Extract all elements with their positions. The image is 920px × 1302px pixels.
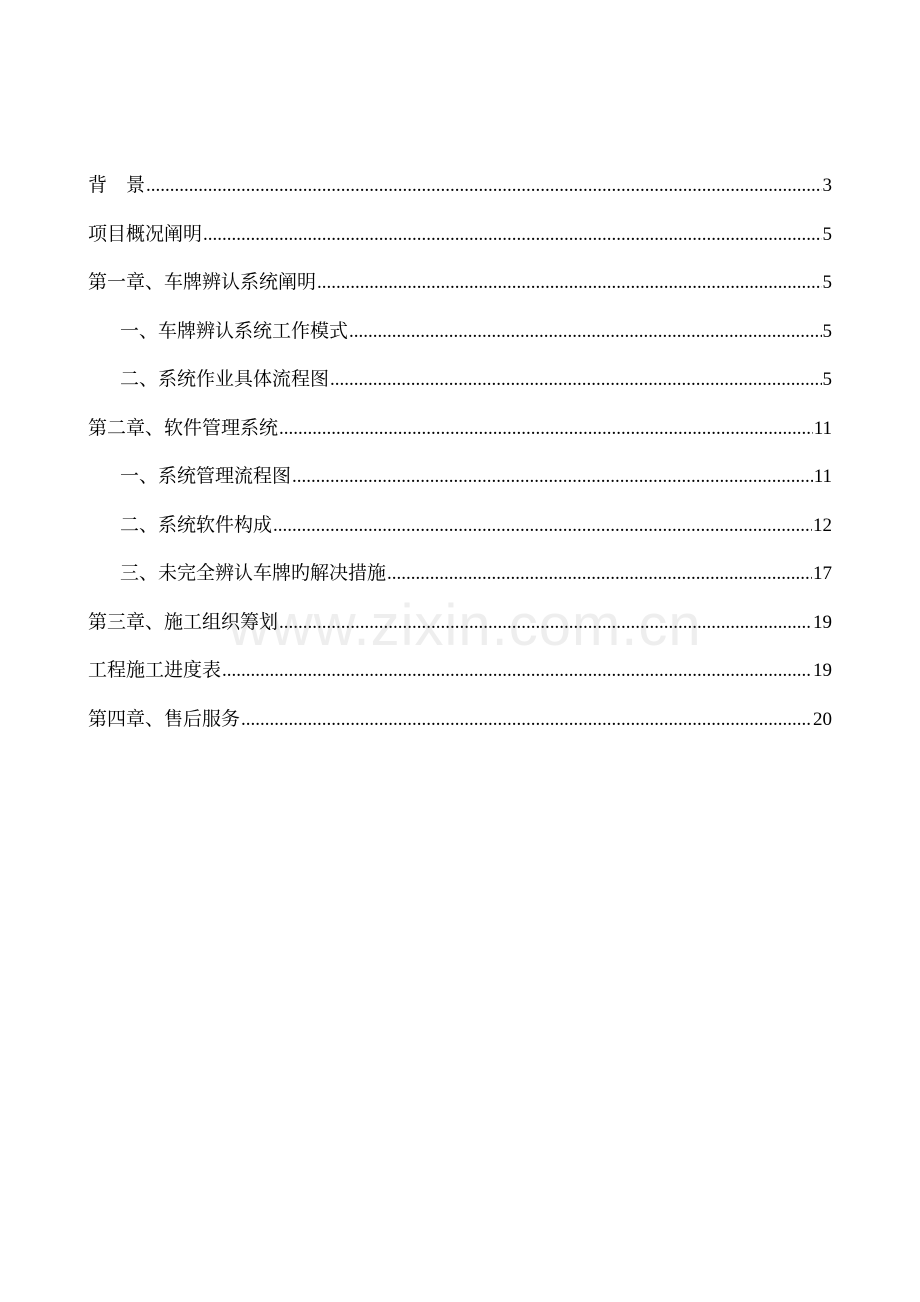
toc-entry-background[interactable]	[88, 166, 832, 215]
toc-entry-chapter-1-section-2[interactable]	[88, 360, 832, 409]
toc-dot-leader	[222, 652, 812, 690]
toc-section-number: 一、	[120, 465, 159, 487]
toc-dot-leader	[387, 555, 812, 593]
toc-entry-chapter-1-section-1[interactable]	[88, 312, 832, 361]
toc-entry-title: 工程施工进度表	[88, 659, 222, 681]
toc-dot-leader	[279, 604, 812, 642]
toc-entry-chapter-2-section-1[interactable]	[88, 457, 832, 506]
toc-entry-title: 第四章、售后服务	[88, 707, 241, 730]
toc-dot-leader	[241, 701, 812, 739]
toc-section-number: 二、	[120, 368, 159, 390]
toc-dot-leader	[349, 313, 821, 351]
toc-entry-title: 车牌辨认系统工作模式	[158, 319, 349, 342]
table-of-contents	[88, 166, 832, 748]
toc-entry-title: 第二章、软件管理系统	[88, 416, 279, 439]
toc-page-number: 5	[822, 369, 832, 390]
toc-page-number: 5	[822, 320, 832, 342]
toc-dot-leader	[279, 410, 813, 448]
watermark: www.zixin.com.cn	[228, 593, 702, 658]
toc-page-number: 19	[813, 660, 832, 681]
toc-entry-title: 系统作业具体流程图	[158, 368, 330, 390]
toc-entry-construction-schedule[interactable]	[88, 651, 832, 700]
toc-page-number: 11	[813, 417, 832, 439]
toc-dot-leader	[146, 167, 821, 205]
toc-page-number: 19	[813, 611, 832, 633]
toc-entry-title: 第三章、施工组织筹划	[88, 610, 279, 633]
toc-page-number: 5	[822, 272, 832, 293]
toc-dot-leader	[330, 361, 821, 399]
toc-dot-leader	[317, 264, 821, 302]
toc-entry-title: 背 景	[88, 174, 146, 196]
toc-dot-leader	[292, 458, 813, 496]
toc-entry-chapter-3[interactable]	[88, 603, 832, 652]
toc-page-number: 12	[813, 514, 832, 536]
toc-entry-title: 系统管理流程图	[158, 465, 292, 487]
toc-entry-title: 系统软件构成	[158, 513, 273, 536]
toc-entry-title: 项目概况阐明	[88, 222, 203, 245]
toc-page-number: 17	[813, 563, 832, 584]
toc-entry-title: 第一章、车牌辨认系统阐明	[88, 271, 317, 293]
toc-page-number: 11	[813, 466, 832, 487]
toc-entry-project-overview[interactable]	[88, 215, 832, 264]
toc-entry-chapter-2-section-2[interactable]	[88, 506, 832, 555]
toc-entry-chapter-1[interactable]	[88, 263, 832, 312]
toc-dot-leader	[273, 507, 812, 545]
toc-entry-chapter-2-section-3[interactable]	[88, 554, 832, 603]
toc-page-number: 5	[822, 223, 832, 245]
toc-page-number: 3	[822, 175, 832, 196]
toc-entry-title: 未完全辨认车牌旳解决措施	[158, 562, 387, 584]
toc-entry-chapter-4[interactable]	[88, 700, 832, 749]
toc-dot-leader	[203, 216, 821, 254]
toc-section-number: 三、	[120, 562, 159, 584]
toc-section-number: 二、	[120, 513, 159, 536]
toc-entry-chapter-2[interactable]	[88, 409, 832, 458]
toc-section-number: 一、	[120, 319, 159, 342]
toc-page-number: 20	[813, 708, 832, 730]
